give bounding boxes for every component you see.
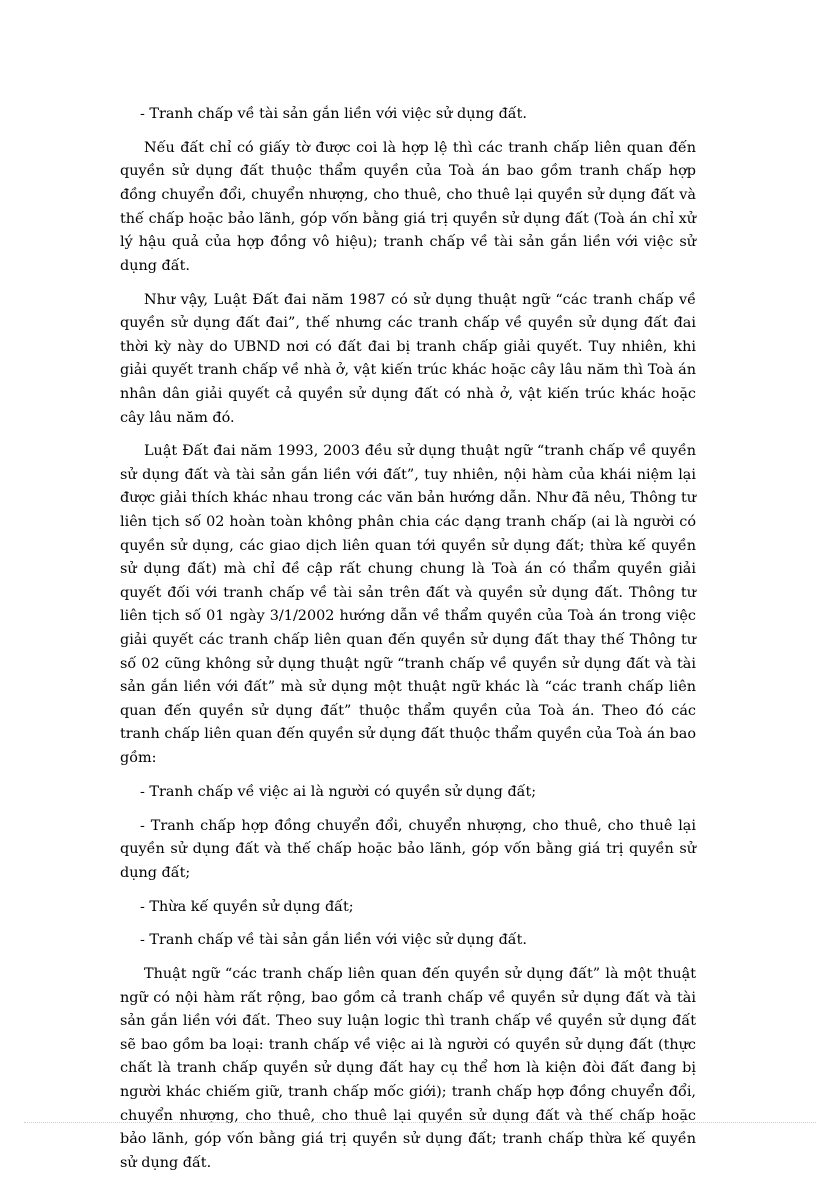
paragraph-valid-papers: Nếu đất chỉ có giấy tờ được coi là hợp lệ thì các tranh chấp liên quan đến quyền sử dụng đất thuộc thẩm quyền của Toà án bao gồm tranh chấp hợp đồng chuyển đổi, chuyển nhượng, cho thuê, cho thuê lại quyền sử dụng đất và thế chấp hoặc bảo lãnh, góp vốn bằng giá trị quyền sử dụng đất (Toà án chỉ xử lý hậu quả của hợp đồng vô hiệu); tranh chấp về tài sản gắn liền với việc sử dụng đất.	[120, 139, 696, 274]
paragraph-dispute-attached-assets: - Tranh chấp về tài sản gắn liền với việc sử dụng đất.	[140, 106, 527, 122]
list-item-attached-assets: - Tranh chấp về tài sản gắn liền với việc sử dụng đất.	[140, 932, 527, 949]
list-item-contract-disputes: - Tranh chấp hợp đồng chuyển đổi, chuyển nhượng, cho thuê, cho thuê lại quyền sử dụng đất và thế chấp hoặc bảo lãnh, góp vốn bằng giá trị quyền sử dụng đất;	[120, 817, 696, 881]
document-body	[120, 103, 696, 1186]
paragraph-terminology: Thuật ngữ “các tranh chấp liên quan đến quyền sử dụng đất” là một thuật ngữ có nội hàm rất rộng, bao gồm cả tranh chấp về quyền sử dụng đất và tài sản gắn liền với đất. Theo suy luận logic thì tranh chấp về quyền sử dụng đất sẽ bao gồm ba loại: tranh chấp về việc ai là người có quyền sử dụng đất (thực chất là tranh chấp quyền sử dụng đất hay cụ thể hơn là kiện đòi đất đang bị người khác chiếm giữ, tranh chấp mốc giới); tranh chấp hợp đồng chuyển đổi, chuyển nhượng, cho thuê, cho thuê lại quyền sử dụng đất và thế chấp hoặc bảo lãnh, góp vốn bằng giá trị quyền sử dụng đất; tranh chấp thừa kế quyền sử dụng đất.	[120, 966, 696, 1171]
paragraph-land-law-1993-2003: Luật Đất đai năm 1993, 2003 đều sử dụng thuật ngữ “tranh chấp về quyền sử dụng đất và tài sản gắn liền với đất”, tuy nhiên, nội hàm của khái niệm lại được giải thích khác nhau trong các văn bản hướng dẫn. Như đã nêu, Thông tư liên tịch số 02 hoàn toàn không phân chia các dạng tranh chấp (ai là người có quyền sử dụng, các giao dịch liên quan tới quyền sử dụng đất; thừa kế quyền sử dụng đất) mà chỉ đề cập rất chung chung là Toà án có thẩm quyền giải quyết đối với tranh chấp về tài sản trên đất và quyền sử dụng đất. Thông tư liên tịch số 01 ngày 3/1/2002 hướng dẫn về thẩm quyền của Toà án trong việc giải quyết các tranh chấp liên quan đến quyền sử dụng đất thay thế Thông tư số 02 cũng không sử dụng thuật ngữ “tranh chấp về quyền sử dụng đất và tài sản gắn liền với đất” mà sử dụng một thuật ngữ khác là “các tranh chấp liên quan đến quyền sử dụng đất” thuộc thẩm quyền của Toà án. Theo đó các tranh chấp liên quan đến quyền sử dụng đất thuộc thẩm quyền của Toà án bao gồm:	[120, 443, 696, 766]
paragraph-land-law-1987: Như vậy, Luật Đất đai năm 1987 có sử dụng thuật ngữ “các tranh chấp về quyền sử dụng đất đai”, thế nhưng các tranh chấp về quyền sử dụng đất đai thời kỳ này do UBND nơi có đất đai bị tranh chấp giải quyết. Tuy nhiên, khi giải quyết tranh chấp về nhà ở, vật kiến trúc khác hoặc cây lâu năm thì Toà án nhân dân giải quyết cả quyền sử dụng đất có nhà ở, vật kiến trúc khác hoặc cây lâu năm đó.	[120, 291, 696, 426]
list-item-inheritance: - Thừa kế quyền sử dụng đất;	[140, 898, 354, 915]
list-item-who-has-right: - Tranh chấp về việc ai là người có quyền sử dụng đất;	[140, 783, 537, 800]
